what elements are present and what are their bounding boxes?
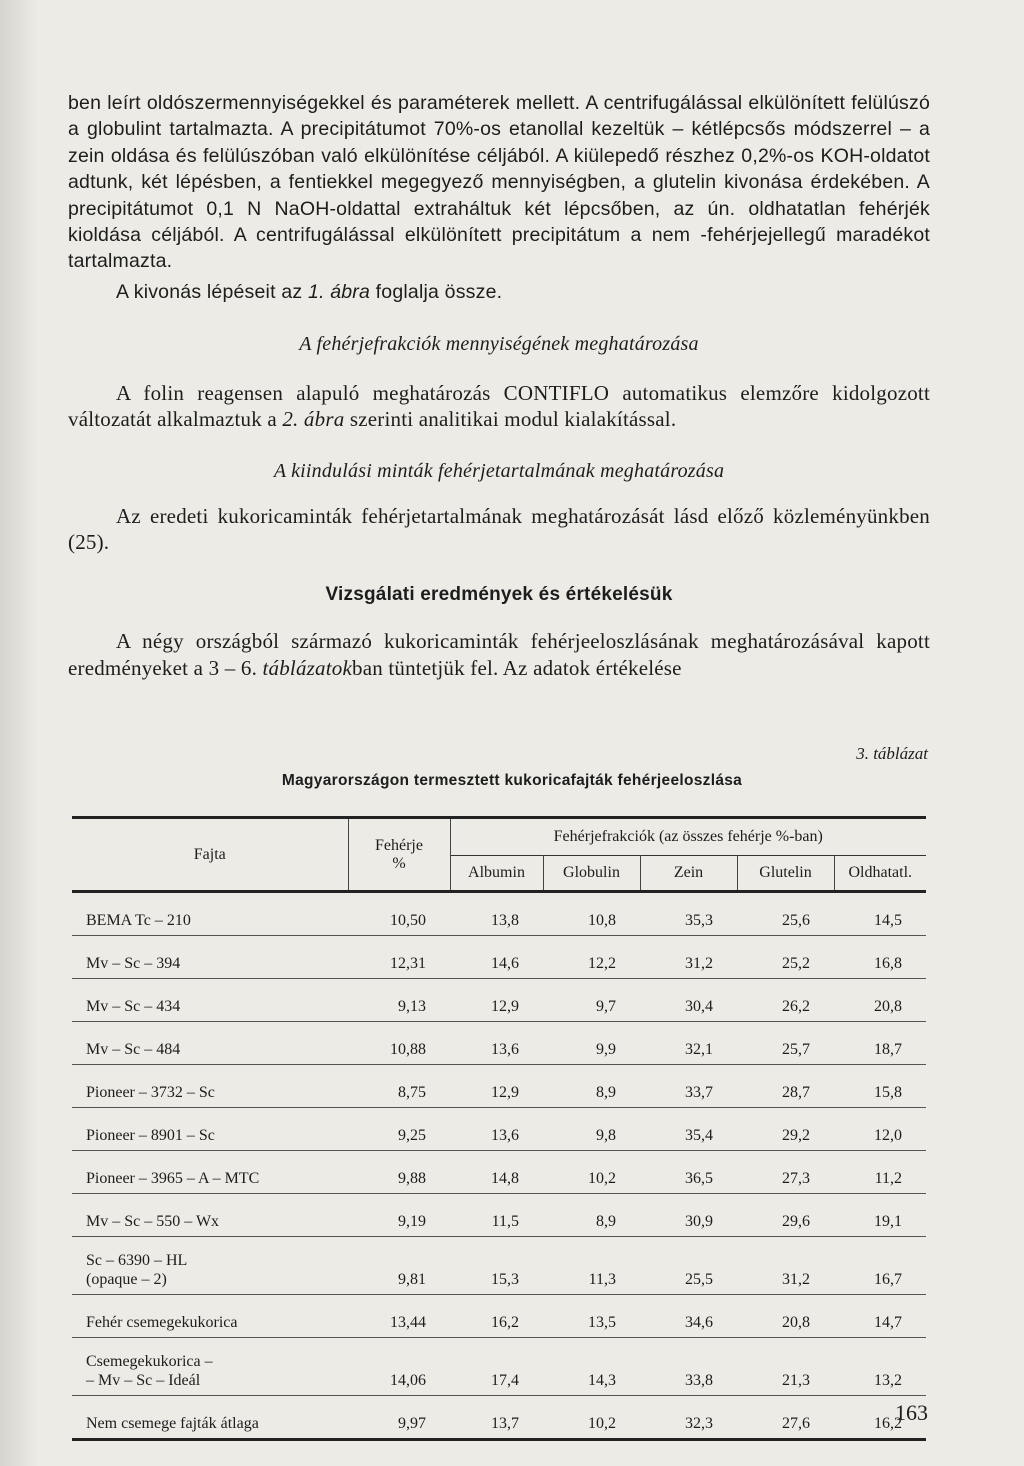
- header-glutelin: Glutelin: [737, 856, 834, 892]
- value-cell: 32,1: [685, 1041, 713, 1058]
- value-cell: 32,3: [685, 1415, 713, 1432]
- value-cell: 15,3: [491, 1271, 519, 1288]
- value-cell: 12,9: [491, 1084, 519, 1101]
- value-cell: 13,6: [491, 1127, 519, 1144]
- value-cell: 15,8: [874, 1084, 902, 1101]
- variety-name-cell: Pioneer – 3732 – Sc: [86, 1084, 215, 1101]
- paragraph-figure-reference: A kivonás lépéseit az 1. ábra foglalja össze.: [116, 280, 503, 303]
- value-cell: 8,9: [596, 1213, 616, 1230]
- value-cell: 27,3: [782, 1170, 810, 1187]
- value-cell: 10,50: [390, 912, 426, 929]
- table-row: [72, 1065, 926, 1108]
- value-cell: 9,8: [596, 1127, 616, 1144]
- variety-name-cell: Mv – Sc – 394: [86, 955, 181, 972]
- value-cell: 12,31: [390, 955, 426, 972]
- value-cell: 9,9: [596, 1041, 616, 1058]
- value-cell: 9,19: [398, 1213, 426, 1230]
- value-cell: 33,7: [685, 1084, 713, 1101]
- value-cell: 11,5: [491, 1213, 519, 1230]
- binding-shadow: [0, 0, 38, 1466]
- tables-reference: táblázatok: [262, 655, 352, 680]
- value-cell: 25,2: [782, 955, 810, 972]
- value-cell: 34,6: [685, 1314, 713, 1331]
- table-caption: Magyarországon termesztett kukoricafajták fehérjeeloszlása: [281, 772, 743, 789]
- table-row: [72, 1108, 926, 1151]
- value-cell: 13,7: [491, 1415, 519, 1432]
- value-cell: 36,5: [685, 1170, 713, 1187]
- header-feherje: Fehérje %: [348, 818, 450, 892]
- value-cell: 11,2: [874, 1170, 902, 1187]
- variety-name-cell: BEMA Tc – 210: [86, 912, 191, 929]
- value-cell: 31,2: [782, 1271, 810, 1288]
- table-row: [72, 1022, 926, 1065]
- table-row: [72, 1194, 926, 1237]
- value-cell: 35,4: [685, 1127, 713, 1144]
- value-cell: 9,81: [398, 1271, 426, 1288]
- value-cell: 9,88: [398, 1170, 426, 1187]
- value-cell: 31,2: [685, 955, 713, 972]
- header-fajta: Fajta: [72, 818, 348, 892]
- value-cell: 14,3: [588, 1372, 616, 1389]
- value-cell: 20,8: [874, 998, 902, 1015]
- value-cell: 13,5: [588, 1314, 616, 1331]
- variety-name-cell: Mv – Sc – 550 – Wx: [86, 1213, 220, 1230]
- value-cell: 25,6: [782, 912, 810, 929]
- value-cell: 29,2: [782, 1127, 810, 1144]
- value-cell: 16,8: [874, 955, 902, 972]
- value-cell: 14,8: [491, 1170, 519, 1187]
- value-cell: 9,13: [398, 998, 426, 1015]
- value-cell: 10,2: [588, 1170, 616, 1187]
- value-cell: 16,2: [491, 1314, 519, 1331]
- variety-name-cell: Mv – Sc – 484: [86, 1041, 181, 1058]
- value-cell: 14,5: [874, 912, 902, 929]
- value-cell: 14,7: [874, 1314, 902, 1331]
- table-row: [72, 892, 926, 936]
- table-row: [72, 1237, 926, 1295]
- value-cell: 9,7: [596, 998, 616, 1015]
- value-cell: 10,88: [390, 1041, 426, 1058]
- value-cell: 11,3: [588, 1271, 616, 1288]
- variety-name-cell: Sc – 6390 – HL (opaque – 2): [86, 1252, 188, 1288]
- value-cell: 21,3: [782, 1372, 810, 1389]
- value-cell: 20,8: [782, 1314, 810, 1331]
- variety-name-cell: Nem csemege fajták átlaga: [86, 1415, 259, 1432]
- table-row: [72, 1338, 926, 1396]
- value-cell: 12,9: [491, 998, 519, 1015]
- value-cell: 9,97: [398, 1415, 426, 1432]
- body-text: [68, 90, 930, 681]
- value-cell: 25,7: [782, 1041, 810, 1058]
- value-cell: 16,2: [874, 1415, 902, 1432]
- value-cell: 13,8: [491, 912, 519, 929]
- value-cell: 28,7: [782, 1084, 810, 1101]
- table-row: [72, 1295, 926, 1338]
- variety-name-cell: Pioneer – 8901 – Sc: [86, 1127, 215, 1144]
- header-feherje-unit: %: [392, 854, 406, 872]
- heading-initial-samples: A kiindulási minták fehérjetartalmának meghatározása: [273, 460, 725, 483]
- paragraph-extraction-method: ben leírt oldószermennyiségekkel és paraméterek mellett. A centrifugálással elkülönített felülúszó a globulint tartalmazta. A precipitátumot 70%-os etanollal kezeltük – kétlépcsős módszerrel – a zein oldása és felülúszóban való elkülönítése céljából. A kiülepedő részhez 0,2%-os KOH-oldatot adtunk, két lépésben, a fentiekkel megegyező mennyiségben, a glutelin kivonása érdekében. A precipitátumot 0,1 N NaOH-oldattal extraháltuk két lépcsőben, az ún. oldhatatlan fehérjék kioldása céljából. A centrifugálással elkülönített precipitátum a nem -fehérjejellegű maradékot tartalmazta.: [68, 92, 930, 273]
- value-cell: 27,6: [782, 1415, 810, 1432]
- header-fractions-group: Fehérjefrakciók (az összes fehérje %-ban): [553, 828, 823, 845]
- header-zein: Zein: [640, 856, 737, 892]
- value-cell: 18,7: [874, 1041, 902, 1058]
- paragraph-folin-method: A folin reagensen alapuló meghatározás CONTIFLO automatikus elemzőre kidolgozott változatát alkalmaztuk a 2. ábra szerinti analitikai modul kialakítással.: [68, 380, 930, 432]
- value-cell: 8,75: [398, 1084, 426, 1101]
- figure-2-reference: 2. ábra: [282, 407, 345, 432]
- value-cell: 30,9: [685, 1213, 713, 1230]
- value-cell: 10,2: [588, 1415, 616, 1432]
- value-cell: 13,44: [390, 1314, 426, 1331]
- value-cell: 14,6: [491, 955, 519, 972]
- variety-name-cell: Fehér csemegekukorica: [86, 1314, 238, 1331]
- value-cell: 13,2: [874, 1372, 902, 1389]
- paragraph-initial-samples: Az eredeti kukoricaminták fehérjetartalmának meghatározását lásd előző közleményünkben (25).: [68, 503, 930, 555]
- heading-protein-fractions: A fehérjefrakciók mennyiségének meghatározása: [299, 333, 699, 356]
- variety-name-cell: Pioneer – 3965 – A – MTC: [86, 1170, 260, 1187]
- value-cell: 16,7: [874, 1271, 902, 1288]
- value-cell: 35,3: [685, 912, 713, 929]
- heading-results: Vizsgálati eredmények és értékelésük: [325, 583, 673, 605]
- value-cell: 12,0: [874, 1127, 902, 1144]
- value-cell: 33,8: [685, 1372, 713, 1389]
- value-cell: 25,5: [685, 1271, 713, 1288]
- value-cell: 9,25: [398, 1127, 426, 1144]
- value-cell: 10,8: [588, 912, 616, 929]
- value-cell: 30,4: [685, 998, 713, 1015]
- value-cell: 14,06: [390, 1372, 426, 1389]
- page-number: 163: [895, 1400, 928, 1425]
- variety-name-cell: Mv – Sc – 434: [86, 998, 181, 1015]
- protein-distribution-table: [72, 816, 926, 1441]
- table-body: [72, 892, 926, 1440]
- value-cell: 19,1: [874, 1213, 902, 1230]
- value-cell: 26,2: [782, 998, 810, 1015]
- value-cell: 29,6: [782, 1213, 810, 1230]
- table-row: [72, 1396, 926, 1440]
- table-number-label: 3. táblázat: [856, 744, 928, 763]
- header-albumin: Albumin: [450, 856, 543, 892]
- table-row: [72, 936, 926, 979]
- value-cell: 12,2: [588, 955, 616, 972]
- table-row: [72, 1151, 926, 1194]
- table-row: [72, 979, 926, 1022]
- header-globulin: Globulin: [543, 856, 640, 892]
- value-cell: 13,6: [491, 1041, 519, 1058]
- value-cell: 8,9: [596, 1084, 616, 1101]
- value-cell: 17,4: [491, 1372, 519, 1389]
- paragraph-results: A négy országból származó kukoricaminták fehérjeeloszlásának meghatározásával kapott eredményeket a 3 – 6. táblázatokban tüntetjük fel. Az adatok értékelése: [68, 629, 930, 680]
- figure-1-reference: 1. ábra: [307, 280, 371, 303]
- header-oldhatatl: Oldhatatl.: [834, 856, 926, 892]
- variety-name-cell: Csemegekukorica – – Mv – Sc – Ideál: [86, 1353, 213, 1389]
